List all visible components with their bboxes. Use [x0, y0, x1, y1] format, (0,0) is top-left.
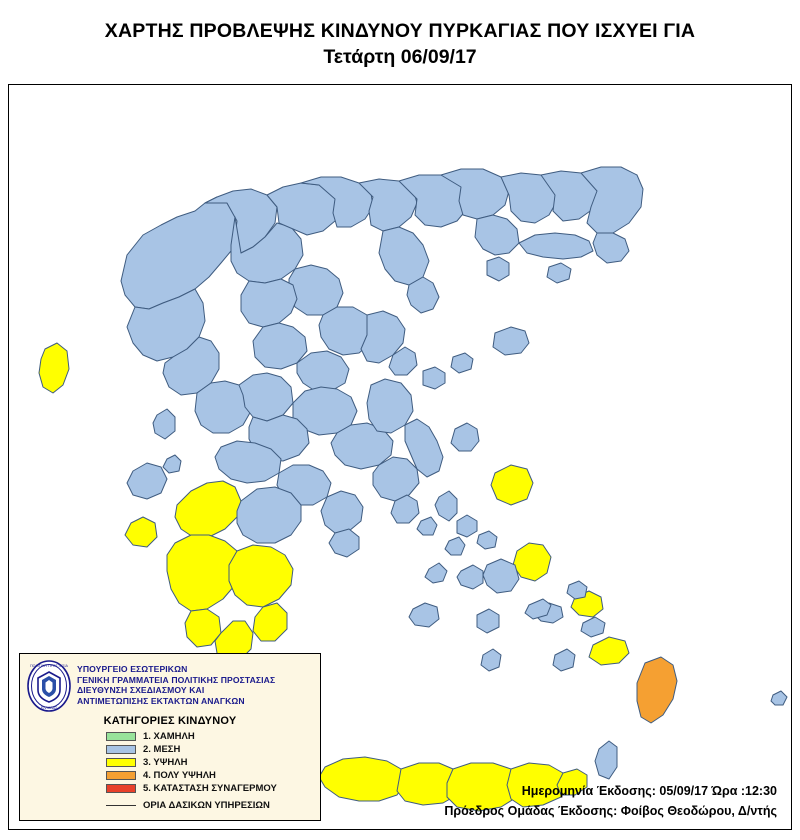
issue-date-line: Ημερομηνία Έκδοσης: 05/09/17 Ώρα :12:30: [521, 784, 777, 798]
region-tinos: [457, 515, 477, 537]
legend-label-4: 4. ΠΟΛΥ ΥΨΗΛΗ: [143, 770, 216, 781]
region-andros: [435, 491, 457, 521]
region-sporades: [423, 367, 445, 389]
legend-categories-title: ΚΑΤΗΓΟΡΙΕΣ ΚΙΝΔΥΝΟΥ: [103, 715, 237, 727]
legend-swatch-1: [106, 732, 136, 741]
region-lesvos-risk3: [491, 465, 533, 505]
region-astypalaia: [553, 649, 575, 671]
region-small-island-east: [771, 691, 787, 705]
region-chania-risk3: [319, 757, 405, 801]
legend-swatch-4: [106, 771, 136, 780]
region-ilia-risk3: [175, 481, 241, 537]
civil-protection-logo-icon: [26, 660, 72, 712]
region-paros: [457, 565, 483, 589]
region-lefkada: [153, 409, 175, 439]
title-line-2: Τετάρτη 06/09/17: [323, 46, 477, 68]
region-kos-risk3: [589, 637, 629, 665]
title-line-1: ΧΑΡΤΗΣ ΠΡΟΒΛΕΨΗΣ ΚΙΝΔΥΝΟΥ ΠΥΡΚΑΓΙΑΣ ΠΟΥ ΙΣΧΥΕΙ ΓΙΑ: [104, 20, 696, 42]
legend-label-1: 1. ΧΑΜΗΛΗ: [143, 731, 195, 742]
legend-box: [19, 653, 321, 821]
legend-item-5: [20, 782, 320, 795]
region-pieria-larisa-north: [289, 265, 343, 315]
region-syros: [445, 537, 465, 555]
region-samothraki: [547, 263, 571, 283]
legend-swatch-3: [106, 758, 136, 767]
region-alonissos: [451, 353, 473, 373]
region-chios-risk3: [513, 543, 551, 581]
region-chalkidiki: [379, 227, 429, 285]
region-milos: [409, 603, 439, 627]
region-kefalonia: [127, 463, 167, 499]
footer-info: [444, 781, 777, 821]
region-kea: [417, 517, 437, 535]
legend-label-2: 2. ΜΕΣΗ: [143, 744, 181, 755]
region-serifos-sifnos: [425, 563, 447, 583]
region-santorini: [481, 649, 501, 671]
region-mykonos: [477, 531, 497, 549]
region-epirus-north: [121, 197, 237, 309]
legend-item-2: [20, 743, 320, 756]
agency-line-1: ΥΠΟΥΡΓΕΙΟ ΕΣΩΤΕΡΙΚΩΝ: [77, 664, 188, 674]
region-skyros: [451, 423, 479, 451]
region-naxos: [483, 559, 519, 593]
region-limnos: [493, 327, 529, 355]
legend-swatch-2: [106, 745, 136, 754]
legend-label-5: 5. ΚΑΤΑΣΤΑΣΗ ΣΥΝΑΓΕΡΜΟΥ: [143, 783, 277, 794]
region-trikala: [241, 279, 297, 327]
region-corfu-risk3: [39, 343, 69, 393]
region-lakonia-risk3: [229, 545, 293, 607]
region-lakonia-cape: [253, 603, 287, 641]
region-rhodes-risk4: [637, 657, 677, 723]
legend-swatch-5: [106, 784, 136, 793]
region-karpathos: [595, 741, 617, 779]
region-argolida: [321, 491, 363, 533]
svg-text:ΕΛΛΑΔΑΣ: ΕΛΛΑΔΑΣ: [40, 706, 58, 710]
region-kavala: [475, 215, 519, 255]
legend-agency-text: [72, 660, 314, 706]
region-thasos: [487, 257, 509, 281]
legend-label-boundary: ΟΡΙΑ ΔΑΣΙΚΩΝ ΥΠΗΡΕΣΙΩΝ: [143, 799, 270, 811]
chair-line: Πρόεδρος Ομάδας Έκδοσης: Φοίβος Θεοδώρου, Δ/ντής: [444, 804, 777, 818]
region-argolida-south: [329, 529, 359, 557]
region-arkadia: [237, 487, 301, 543]
region-thessaly-south: [297, 351, 349, 391]
legend-item-4: [20, 769, 320, 782]
region-evros-south: [593, 233, 629, 263]
legend-header: [20, 654, 320, 714]
region-ios-santorini: [477, 609, 499, 633]
boundary-line-icon: [106, 805, 136, 806]
legend-item-3: [20, 756, 320, 769]
legend-label-3: 3. ΥΨΗΛΗ: [143, 757, 188, 768]
legend-item-1: [20, 730, 320, 743]
page-title: [0, 18, 800, 70]
legend-item-boundary: [20, 798, 320, 812]
agency-line-2: ΓΕΝΙΚΗ ΓΡΑΜΜΑΤΕΙΑ ΠΟΛΙΤΙΚΗΣ ΠΡΟΣΤΑΣΙΑΣ: [77, 674, 276, 685]
region-patmos: [567, 581, 587, 599]
svg-text:ΠΟΛΙΤΙΚΗ ΠΡΟΣΤΑΣΙΑ: ΠΟΛΙΤΙΚΗ ΠΡΟΣΤΑΣΙΑ: [30, 664, 68, 668]
agency-line-3: ΔΙΕΥΘΥΝΣΗ ΣΧΕΔΙΑΣΜΟΥ ΚΑΙ: [77, 685, 205, 695]
region-zakynthos-risk3: [125, 517, 157, 547]
region-ithaki: [163, 455, 181, 473]
map-frame: [8, 84, 792, 830]
agency-line-4: ΑΝΤΙΜΕΤΩΠΙΣΗΣ ΕΚΤΑΚΤΩΝ ΑΝΑΓΚΩΝ: [77, 695, 245, 706]
region-thrace-coast: [519, 233, 593, 259]
region-kalymnos: [581, 617, 605, 637]
